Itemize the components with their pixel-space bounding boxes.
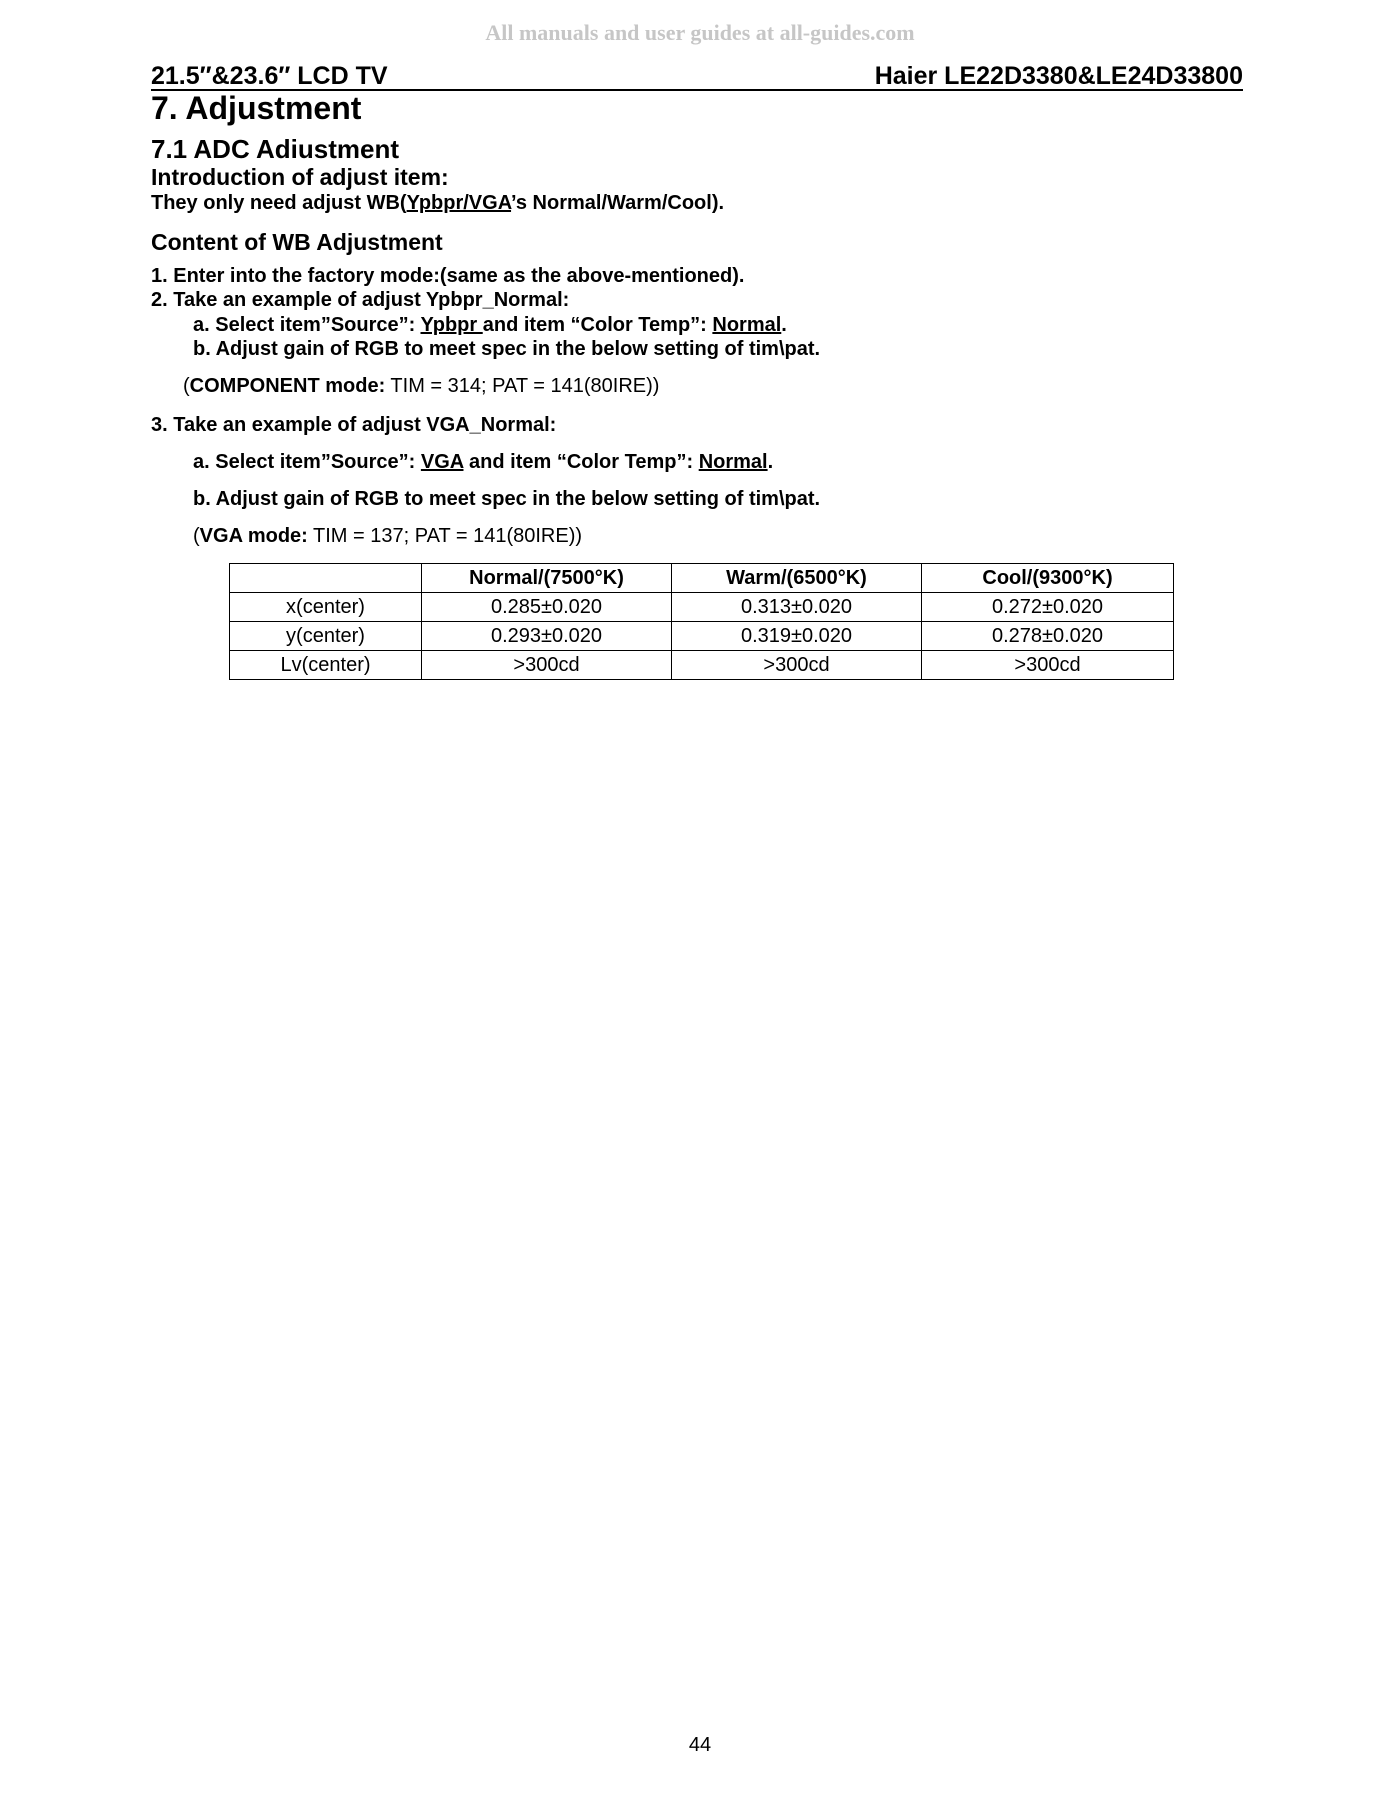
table-cell: 0.272±0.020: [922, 593, 1174, 622]
table-cell: 0.313±0.020: [672, 593, 922, 622]
table-cell: 0.278±0.020: [922, 622, 1174, 651]
step-3a-prefix: a. Select item”Source”:: [193, 451, 421, 473]
step-3: 3. Take an example of adjust VGA_Normal:: [151, 414, 557, 436]
wb-spec-table: [229, 563, 1174, 680]
intro-text-suffix: ’s Normal/Warm/Cool).: [511, 192, 725, 214]
step-3a: [193, 451, 773, 474]
component-note-value: TIM = 314; PAT = 141(80IRE)): [385, 375, 660, 397]
step-2a-end: .: [781, 314, 787, 336]
table-row: [230, 651, 1174, 680]
table-cell: 0.285±0.020: [422, 593, 672, 622]
table-cell: 0.293±0.020: [422, 622, 672, 651]
component-note-open: (: [183, 375, 190, 397]
table-cell: >300cd: [672, 651, 922, 680]
table-cell: >300cd: [922, 651, 1174, 680]
step-2a-temp: Normal: [712, 314, 782, 336]
step-2a-source: Ypbpr: [420, 314, 483, 336]
section-title: 7. Adjustment: [151, 90, 362, 126]
table-row: [230, 593, 1174, 622]
vga-note-open: (: [193, 525, 200, 547]
header-model-number: Haier LE22D3380&LE24D33800: [874, 62, 1243, 90]
vga-mode-note: [193, 525, 582, 548]
table-header-cell: Normal/(7500°K): [422, 564, 672, 593]
table-header-row: [230, 564, 1174, 593]
step-3a-end: .: [767, 451, 774, 473]
intro-text: [151, 192, 724, 215]
content-heading: Content of WB Adjustment: [151, 229, 443, 255]
table-row: [230, 622, 1174, 651]
intro-text-prefix: They only need adjust WB(: [151, 192, 407, 214]
table-header-cell: Warm/(6500°K): [672, 564, 922, 593]
table-header-cell: [230, 564, 422, 593]
step-2a-prefix: a. Select item”Source”:: [193, 314, 421, 336]
step-2a: [193, 314, 787, 337]
intro-text-underlined: Ypbpr/VGA: [406, 192, 512, 214]
table-cell: x(center): [230, 593, 422, 622]
component-mode-note: [183, 375, 659, 398]
step-3a-source: VGA: [420, 451, 464, 473]
vga-note-value: TIM = 137; PAT = 141(80IRE)): [307, 525, 583, 547]
table-cell: >300cd: [422, 651, 672, 680]
step-3b: b. Adjust gain of RGB to meet spec in the below setting of tim\pat.: [193, 488, 821, 510]
vga-note-label: VGA mode:: [199, 525, 308, 547]
intro-heading: Introduction of adjust item:: [151, 164, 449, 190]
subsection-title: 7.1 ADC Adiustment: [151, 134, 399, 164]
table-cell: y(center): [230, 622, 422, 651]
step-2a-middle: and item “Color Temp”:: [482, 314, 713, 336]
header-product-title: 21.5″&23.6″ LCD TV: [151, 62, 388, 90]
step-3a-middle: and item “Color Temp”:: [463, 451, 699, 473]
step-1: 1. Enter into the factory mode:(same as the above-mentioned).: [151, 265, 745, 287]
table-cell: Lv(center): [230, 651, 422, 680]
step-3a-temp: Normal: [698, 451, 768, 473]
page-number: 44: [688, 1734, 712, 1756]
step-2: 2. Take an example of adjust Ypbpr_Normal:: [151, 289, 570, 311]
table-header-cell: Cool/(9300°K): [922, 564, 1174, 593]
component-note-label: COMPONENT mode:: [189, 375, 386, 397]
step-2b: b. Adjust gain of RGB to meet spec in the below setting of tim\pat.: [193, 338, 821, 360]
table-cell: 0.319±0.020: [672, 622, 922, 651]
watermark-text: All manuals and user guides at all-guides.com: [485, 20, 915, 45]
